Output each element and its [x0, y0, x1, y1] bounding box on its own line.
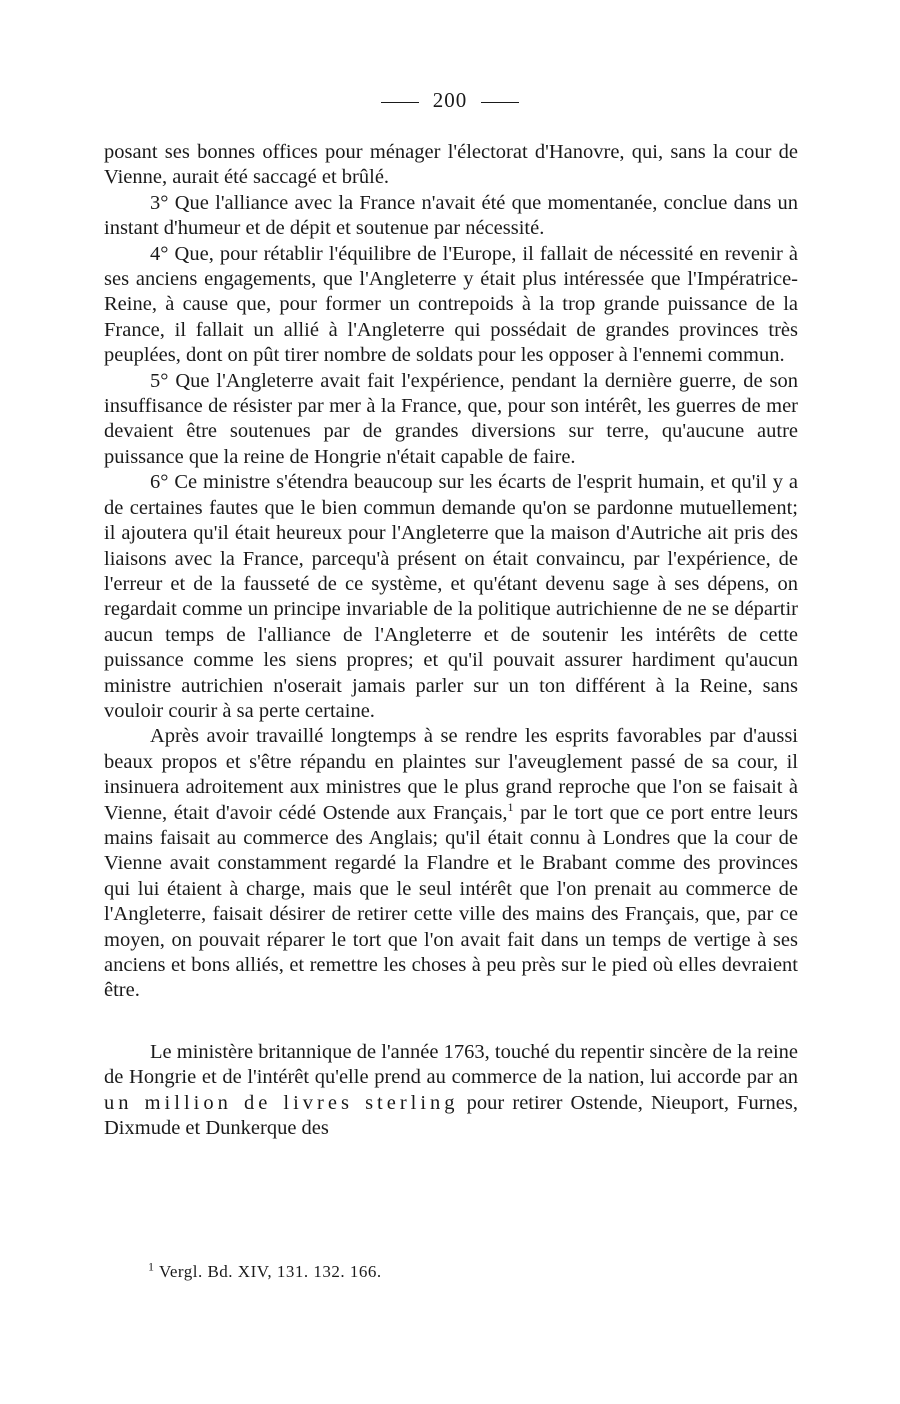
footnote-reference: 1 [507, 799, 514, 814]
paragraph-point-6: 6° Ce ministre s'étendra beaucoup sur les écarts de l'esprit humain, et qu'il y a de certaines fautes que le bien commun demande qu'on se pardonne mutuellement; il ajoutera qu'il était heureux pour l'Angleterre que la maison d'Autriche ait pris des liaisons avec la France, parcequ'à présent on était convaincu, par l'expérience, de l'erreur et de la fausseté de ce système, et qu'étant devenu sage à ses dépens, on regardait comme un principe invariable de la politique autrichienne de ne se départir aucun temps de l'alliance de l'Angleterre et de soutenir les intérêts de cette puissance comme les siens propres; et qu'il pouvait assurer hardiment qu'aucun ministre autrichien n'oserait jamais parler sur un ton différent à la Reine, sans vouloir courir à sa perte certaine. [104, 471, 798, 722]
section-gap [104, 1004, 798, 1040]
paragraph-point-4: 4° Que, pour rétablir l'équilibre de l'Europe, il fallait de nécessité en revenir à ses anciens engagements, que l'Angleterre y était plus intéressée que l'Impératrice-Reine, à cause que, pour former un contrepoids à la trop grande puissance de la France, il fallait un allié à l'Angleterre qui possédait de grandes provinces très peuplées, dont on pût tirer nombre de soldats pour les opposer à l'ennemi commun. [104, 242, 798, 367]
footnote-marker: 1 [148, 1259, 155, 1274]
paragraph-ministere-part1: Le ministère britannique de l'année 1763, touché du repentir sincère de la reine de Hongrie et de l'intérêt qu'elle prend au commerce de la nation, lui accorde par an [104, 1040, 798, 1089]
paragraph-ministere [104, 1040, 798, 1142]
page-number: 200 [432, 88, 468, 112]
header-dash-left [381, 102, 419, 103]
paragraph-apres-part1: Après avoir travaillé longtemps à se rendre les esprits favorables par d'aussi beaux propos et s'être répandu en plaintes sur l'aveuglement passé de sa cour, il insinuera adroitement aux ministres que le plus grand reproche que l'on se faisait à Vienne, était d'avoir cédé Ostende aux Français, [104, 725, 798, 824]
header-dash-right [481, 102, 519, 103]
paragraph-point-5: 5° Que l'Angleterre avait fait l'expérience, pendant la dernière guerre, de son insuffisance de résister par mer à la France, que, pour son intérêt, les guerres de mer devaient être soutenues par de grandes diversions sur terre, qu'aucune autre puissance que la reine de Hongrie n'était capable de faire. [104, 369, 798, 468]
footnote [148, 1259, 382, 1282]
spaced-emphasis: un million de livres sterling [104, 1091, 459, 1114]
paragraph-apres-part2: par le tort que ce port entre leurs mains faisait au commerce des Anglais; qu'il était connu à Londres que la cour de Vienne avait constamment regardé la Flandre et le Brabant comme des provinces qui lui étaient à charge, mais que le seul intérêt que l'on prenait au commerce de l'Angleterre, faisait désirer de retirer cette ville des mains des Français, que, par ce moyen, on pouvait réparer le tort que l'on avait fait dans un temps de vertige à ses anciens et bons alliés, et remettre les choses à peu près sur le pied où elles devraient être. [104, 801, 799, 1002]
body-text [104, 140, 798, 1141]
footnote-text: Vergl. Bd. XIV, 131. 132. 166. [158, 1262, 382, 1281]
paragraph-point-3: 3° Que l'alliance avec la France n'avait été que momentanée, conclue dans un instant d'humeur et de dépit et soutenue par nécessité. [104, 191, 798, 240]
paragraph-ministere-part2: pour retirer Ostende, Nieuport, Furnes, Dixmude et Dunkerque des [104, 1091, 798, 1140]
paragraph-apres [104, 724, 798, 1003]
paragraph-continuation: posant ses bonnes offices pour ménager l'électorat d'Hanovre, qui, sans la cour de Vienne, aurait été saccagé et brûlé. [104, 141, 798, 189]
page-header [0, 88, 900, 113]
